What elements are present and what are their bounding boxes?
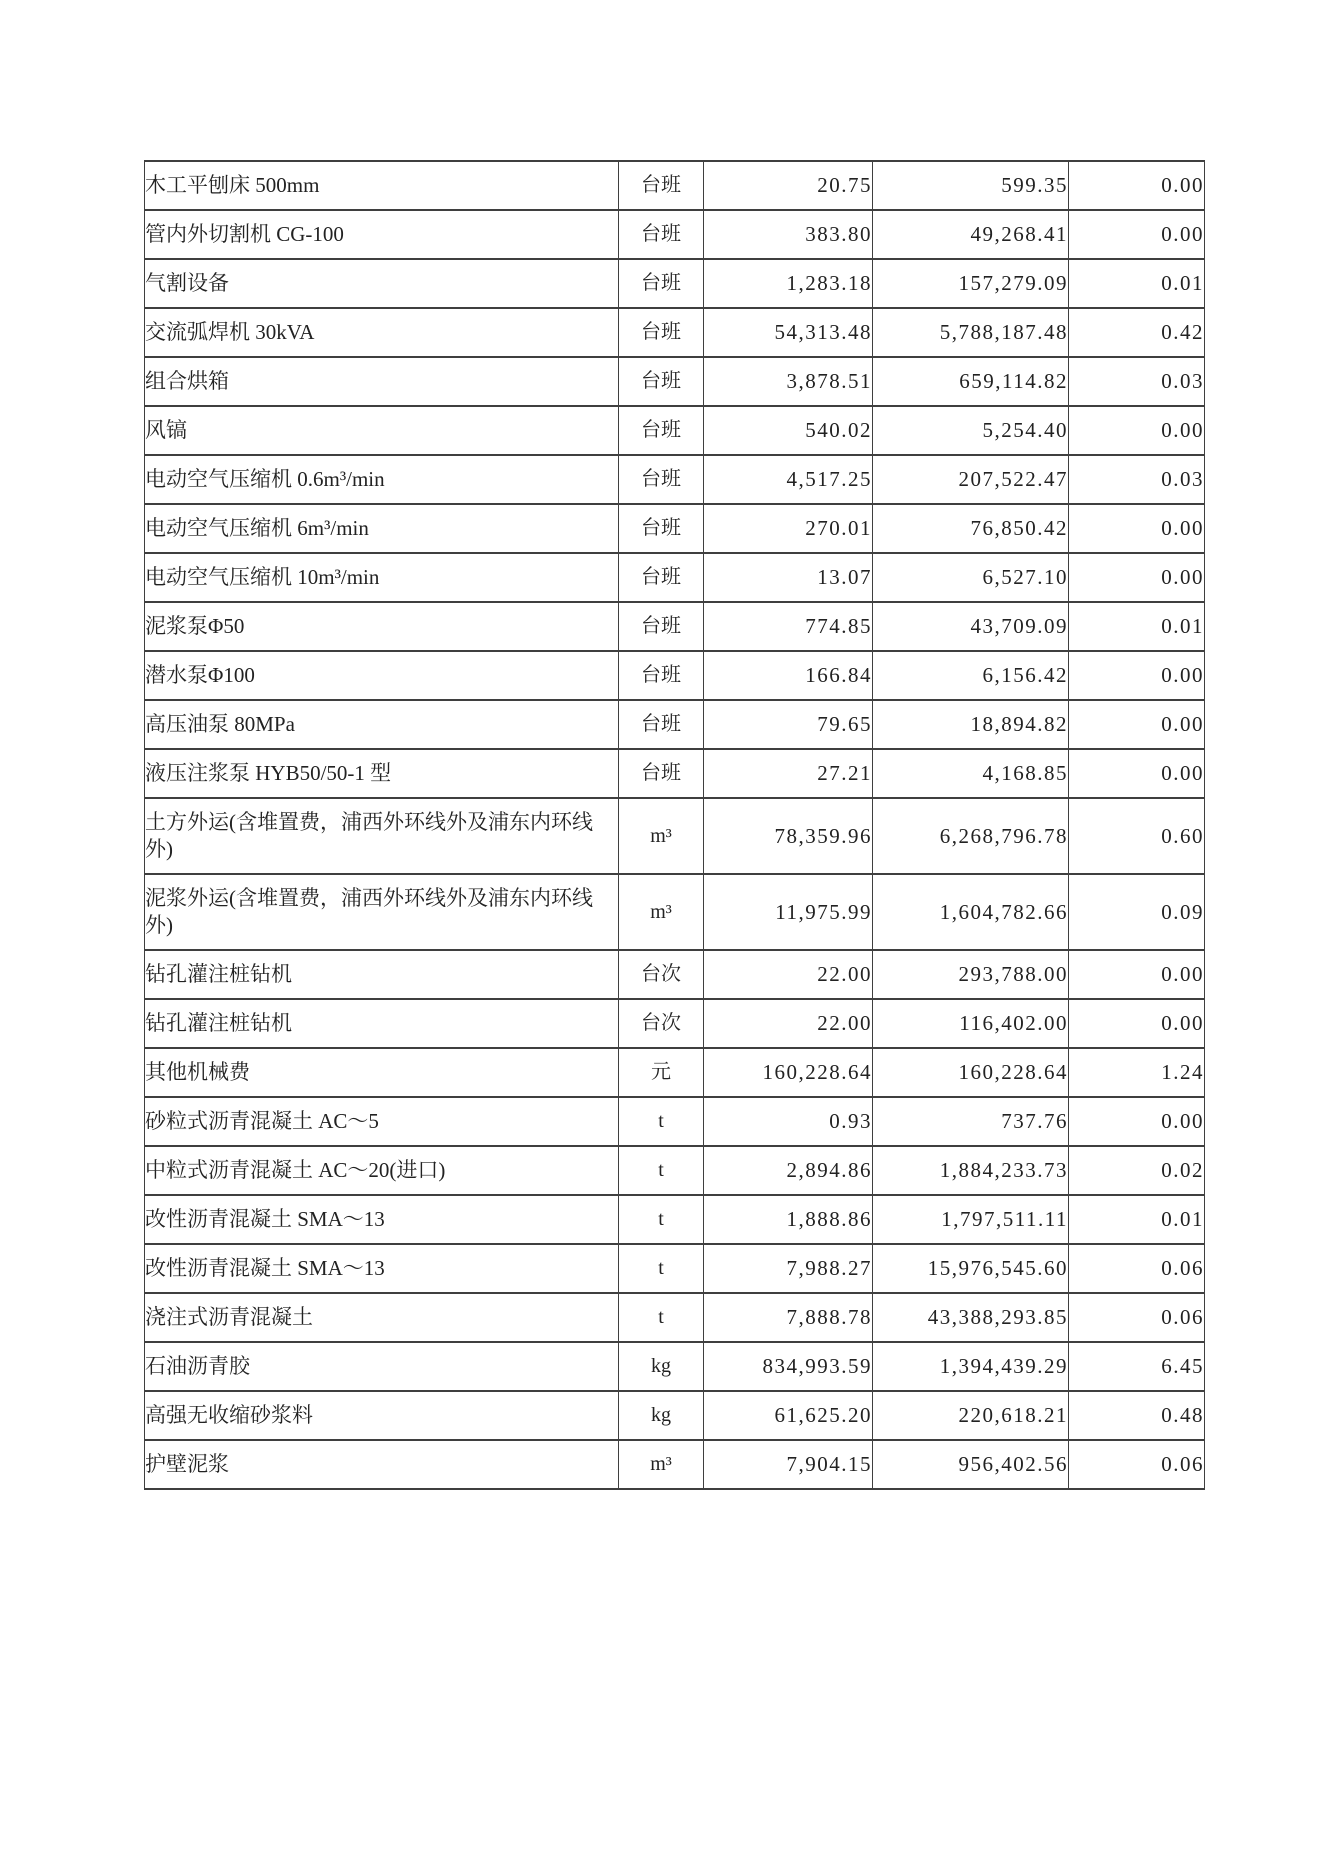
item-name-cell: 管内外切割机 CG-100 <box>145 210 619 259</box>
quantity-cell: 61,625.20 <box>704 1391 873 1440</box>
quantity-cell: 1,888.86 <box>704 1195 873 1244</box>
item-name-cell: 电动空气压缩机 10m³/min <box>145 553 619 602</box>
table-row <box>145 798 1205 874</box>
table-row <box>145 1293 1205 1342</box>
ratio-cell: 0.00 <box>1069 504 1205 553</box>
amount-cell: 293,788.00 <box>873 950 1069 999</box>
unit-cell: 台班 <box>619 161 704 210</box>
table-row <box>145 950 1205 999</box>
table-row <box>145 1391 1205 1440</box>
amount-cell: 6,268,796.78 <box>873 798 1069 874</box>
table-row <box>145 874 1205 950</box>
amount-cell: 76,850.42 <box>873 504 1069 553</box>
unit-cell: m³ <box>619 798 704 874</box>
quantity-cell: 54,313.48 <box>704 308 873 357</box>
item-name-cell: 土方外运(含堆置费，浦西外环线外及浦东内环线外) <box>145 798 619 874</box>
ratio-cell: 0.03 <box>1069 357 1205 406</box>
ratio-cell: 0.00 <box>1069 651 1205 700</box>
amount-cell: 5,254.40 <box>873 406 1069 455</box>
ratio-cell: 0.01 <box>1069 602 1205 651</box>
quantity-cell: 166.84 <box>704 651 873 700</box>
item-name-cell: 中粒式沥青混凝土 AC～20(进口) <box>145 1146 619 1195</box>
ratio-cell: 0.00 <box>1069 749 1205 798</box>
table-row <box>145 700 1205 749</box>
ratio-cell: 0.00 <box>1069 1097 1205 1146</box>
amount-cell: 207,522.47 <box>873 455 1069 504</box>
quantity-cell: 2,894.86 <box>704 1146 873 1195</box>
amount-cell: 160,228.64 <box>873 1048 1069 1097</box>
amount-cell: 18,894.82 <box>873 700 1069 749</box>
ratio-cell: 0.01 <box>1069 1195 1205 1244</box>
item-name-cell: 高压油泵 80MPa <box>145 700 619 749</box>
ratio-cell: 0.00 <box>1069 700 1205 749</box>
table-row <box>145 357 1205 406</box>
table-row <box>145 1146 1205 1195</box>
amount-cell: 5,788,187.48 <box>873 308 1069 357</box>
table-row <box>145 504 1205 553</box>
item-name-cell: 改性沥青混凝土 SMA～13 <box>145 1195 619 1244</box>
unit-cell: 台班 <box>619 308 704 357</box>
ratio-cell: 6.45 <box>1069 1342 1205 1391</box>
ratio-cell: 0.60 <box>1069 798 1205 874</box>
item-name-cell: 潜水泵Φ100 <box>145 651 619 700</box>
amount-cell: 1,797,511.11 <box>873 1195 1069 1244</box>
ratio-cell: 0.09 <box>1069 874 1205 950</box>
table-row <box>145 1440 1205 1489</box>
unit-cell: m³ <box>619 874 704 950</box>
quantity-cell: 1,283.18 <box>704 259 873 308</box>
unit-cell: 台班 <box>619 259 704 308</box>
unit-cell: 台班 <box>619 406 704 455</box>
unit-cell: kg <box>619 1342 704 1391</box>
quantity-cell: 383.80 <box>704 210 873 259</box>
unit-cell: 台班 <box>619 210 704 259</box>
quantity-cell: 834,993.59 <box>704 1342 873 1391</box>
table-row <box>145 651 1205 700</box>
table-body <box>145 161 1205 1489</box>
table-row <box>145 553 1205 602</box>
item-name-cell: 泥浆泵Φ50 <box>145 602 619 651</box>
ratio-cell: 0.00 <box>1069 210 1205 259</box>
unit-cell: 台班 <box>619 602 704 651</box>
unit-cell: 台班 <box>619 700 704 749</box>
unit-cell: 台班 <box>619 504 704 553</box>
quantity-cell: 7,988.27 <box>704 1244 873 1293</box>
cost-table <box>144 160 1205 1490</box>
amount-cell: 956,402.56 <box>873 1440 1069 1489</box>
item-name-cell: 护壁泥浆 <box>145 1440 619 1489</box>
ratio-cell: 0.00 <box>1069 406 1205 455</box>
table-row <box>145 1342 1205 1391</box>
quantity-cell: 0.93 <box>704 1097 873 1146</box>
item-name-cell: 木工平刨床 500mm <box>145 161 619 210</box>
ratio-cell: 0.00 <box>1069 999 1205 1048</box>
item-name-cell: 组合烘箱 <box>145 357 619 406</box>
quantity-cell: 3,878.51 <box>704 357 873 406</box>
ratio-cell: 0.00 <box>1069 950 1205 999</box>
ratio-cell: 1.24 <box>1069 1048 1205 1097</box>
ratio-cell: 0.00 <box>1069 161 1205 210</box>
table-row <box>145 210 1205 259</box>
amount-cell: 4,168.85 <box>873 749 1069 798</box>
amount-cell: 659,114.82 <box>873 357 1069 406</box>
unit-cell: 台次 <box>619 999 704 1048</box>
unit-cell: t <box>619 1097 704 1146</box>
item-name-cell: 电动空气压缩机 0.6m³/min <box>145 455 619 504</box>
item-name-cell: 液压注浆泵 HYB50/50-1 型 <box>145 749 619 798</box>
quantity-cell: 540.02 <box>704 406 873 455</box>
unit-cell: 台班 <box>619 651 704 700</box>
quantity-cell: 27.21 <box>704 749 873 798</box>
amount-cell: 1,884,233.73 <box>873 1146 1069 1195</box>
quantity-cell: 7,888.78 <box>704 1293 873 1342</box>
ratio-cell: 0.06 <box>1069 1244 1205 1293</box>
item-name-cell: 气割设备 <box>145 259 619 308</box>
amount-cell: 116,402.00 <box>873 999 1069 1048</box>
amount-cell: 157,279.09 <box>873 259 1069 308</box>
ratio-cell: 0.42 <box>1069 308 1205 357</box>
table-row <box>145 1195 1205 1244</box>
quantity-cell: 7,904.15 <box>704 1440 873 1489</box>
unit-cell: 台次 <box>619 950 704 999</box>
item-name-cell: 改性沥青混凝土 SMA～13 <box>145 1244 619 1293</box>
quantity-cell: 4,517.25 <box>704 455 873 504</box>
unit-cell: t <box>619 1293 704 1342</box>
table-row <box>145 406 1205 455</box>
amount-cell: 220,618.21 <box>873 1391 1069 1440</box>
quantity-cell: 22.00 <box>704 999 873 1048</box>
amount-cell: 599.35 <box>873 161 1069 210</box>
quantity-cell: 22.00 <box>704 950 873 999</box>
quantity-cell: 160,228.64 <box>704 1048 873 1097</box>
ratio-cell: 0.06 <box>1069 1293 1205 1342</box>
table-row <box>145 749 1205 798</box>
ratio-cell: 0.00 <box>1069 553 1205 602</box>
quantity-cell: 20.75 <box>704 161 873 210</box>
item-name-cell: 浇注式沥青混凝土 <box>145 1293 619 1342</box>
item-name-cell: 泥浆外运(含堆置费，浦西外环线外及浦东内环线外) <box>145 874 619 950</box>
ratio-cell: 0.06 <box>1069 1440 1205 1489</box>
amount-cell: 1,604,782.66 <box>873 874 1069 950</box>
ratio-cell: 0.01 <box>1069 259 1205 308</box>
table-row <box>145 1244 1205 1293</box>
item-name-cell: 其他机械费 <box>145 1048 619 1097</box>
item-name-cell: 交流弧焊机 30kVA <box>145 308 619 357</box>
unit-cell: kg <box>619 1391 704 1440</box>
amount-cell: 737.76 <box>873 1097 1069 1146</box>
table-row <box>145 602 1205 651</box>
item-name-cell: 砂粒式沥青混凝土 AC～5 <box>145 1097 619 1146</box>
amount-cell: 1,394,439.29 <box>873 1342 1069 1391</box>
amount-cell: 49,268.41 <box>873 210 1069 259</box>
quantity-cell: 11,975.99 <box>704 874 873 950</box>
item-name-cell: 石油沥青胶 <box>145 1342 619 1391</box>
unit-cell: 台班 <box>619 553 704 602</box>
quantity-cell: 270.01 <box>704 504 873 553</box>
table-row <box>145 999 1205 1048</box>
quantity-cell: 774.85 <box>704 602 873 651</box>
unit-cell: m³ <box>619 1440 704 1489</box>
amount-cell: 6,156.42 <box>873 651 1069 700</box>
item-name-cell: 钻孔灌注桩钻机 <box>145 999 619 1048</box>
amount-cell: 43,709.09 <box>873 602 1069 651</box>
table-row <box>145 161 1205 210</box>
table-row <box>145 1048 1205 1097</box>
ratio-cell: 0.03 <box>1069 455 1205 504</box>
unit-cell: t <box>619 1244 704 1293</box>
amount-cell: 6,527.10 <box>873 553 1069 602</box>
item-name-cell: 高强无收缩砂浆料 <box>145 1391 619 1440</box>
quantity-cell: 79.65 <box>704 700 873 749</box>
ratio-cell: 0.48 <box>1069 1391 1205 1440</box>
quantity-cell: 78,359.96 <box>704 798 873 874</box>
unit-cell: 台班 <box>619 357 704 406</box>
ratio-cell: 0.02 <box>1069 1146 1205 1195</box>
amount-cell: 43,388,293.85 <box>873 1293 1069 1342</box>
table-row <box>145 259 1205 308</box>
table-row <box>145 455 1205 504</box>
amount-cell: 15,976,545.60 <box>873 1244 1069 1293</box>
item-name-cell: 风镐 <box>145 406 619 455</box>
table-row <box>145 308 1205 357</box>
unit-cell: 台班 <box>619 749 704 798</box>
table-row <box>145 1097 1205 1146</box>
unit-cell: t <box>619 1195 704 1244</box>
unit-cell: t <box>619 1146 704 1195</box>
item-name-cell: 钻孔灌注桩钻机 <box>145 950 619 999</box>
unit-cell: 元 <box>619 1048 704 1097</box>
item-name-cell: 电动空气压缩机 6m³/min <box>145 504 619 553</box>
unit-cell: 台班 <box>619 455 704 504</box>
quantity-cell: 13.07 <box>704 553 873 602</box>
